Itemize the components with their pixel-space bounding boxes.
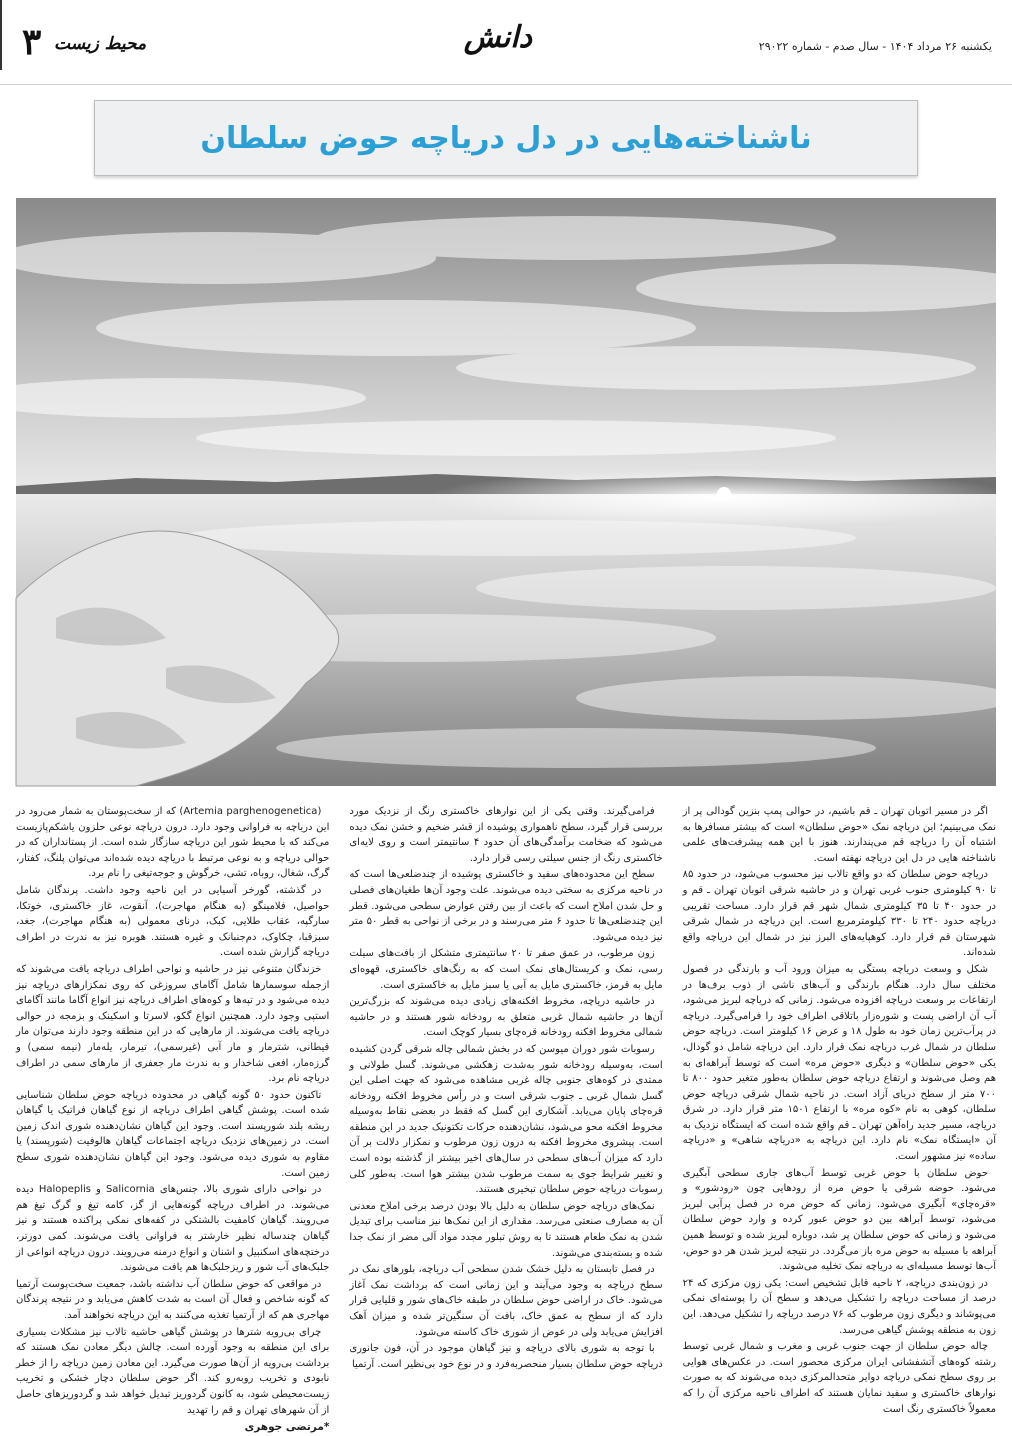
- article-body: [16, 804, 996, 1434]
- article-column-2: [349, 804, 662, 1396]
- paragraph: خزندگان متنوعی نیز در حاشیه و نواحی اطراف دریاچه یافت می‌شوند که ازجمله سوسمارها شامل آگامای سروزغی که روی نمکزارهای دریاچه نیز دیده می‌شود و در تپه‌ها و کوه‌های اطراف دریاچه نیز انواع آگاما مانند آگامای استپی وجود دارد. همچنین انواع گکو، لاسرتا و اسکینک و بزمجه در حوالی دریاچه یافت می‌شوند. از مارهایی که در این منطقه وجود دارند می‌توان مار قیطانی، شترمار و مار آبی (غیرسمی)، تیرمار، یله‌مار (نیمه سمی) و گرزه‌مار، افعی شاخدار و به ندرت مار جعفری از مارهای سمی در اطراف دریاچه نام برد.: [16, 963, 330, 1085]
- paragraph: با توجه به شوری بالای دریاچه و نیز گیاهان موجود در آن، فون جانوری دریاچه حوض سلطان بسیار منحصربه‌فرد و در نوع خود بی‌نظیر است. آرتمیا: [349, 1343, 663, 1370]
- paragraph: فرامی‌گیرند. وقتی یکی از این نوارهای خاکستری رنگ از نزدیک مورد بررسی قرار گیرد، سطح ناهمواری پوشیده از قشر ضخیم و خشن نمک دیده می‌شود که ضخامت برآمدگی‌های آن حدود ۴ سانتیمتر است و روی لایه‌ای خاکستری رنگ از جنس سیلتی رسی قرار دارد.: [349, 806, 663, 864]
- article-column-3: [16, 804, 330, 1434]
- left-margin-bar: [0, 0, 2, 70]
- paragraph: حوض سلطان با حوض غربی توسط آب‌های جاری سطحی آبگیری می‌شود. حوضه شرقی یا حوض مره از رودهایی چون «رودشور» و «قره‌چای» آبگیری می‌شود. زمانی که حوض مره در فصل پرآبی لبریز می‌شود، توسط آبراهه بین دو حوض عبور کرده و وارد حوض سلطان می‌شود و زمانی که حوض سلطان پر شد، دوباره لبریز شده و توسط همین آبراهه با مسیله به حوض مره باز می‌گردد. در نتیجه لبریز شدن هر دو حوض، آب‌ها توسط مسیله‌ای به دریاچه نمک تخلیه می‌شوند.: [682, 1167, 996, 1273]
- section-title: محیط زیست: [54, 34, 147, 54]
- paragraph: نمک‌های دریاچه حوض سلطان به دلیل بالا بودن درصد برخی املاح معدنی آن به مصارف صنعتی می‌رسد. مقداری از این نمک‌ها نیز مناسب برای تبدیل شدن به نمک طعام هستند تا به روش تبلور مجدد مواد آلی مضر از نمک جدا شده و بسته‌بندی می‌شوند.: [349, 1200, 663, 1259]
- article-column-1: [682, 804, 996, 1415]
- paragraph: رسوبات شور دوران میوسن که در بخش شمالی چاله شرقی گردن کشیده است، به‌وسیله رودخانه شور به‌شدت زهکشی می‌شوند. گسل طولانی و ممتدی در کوه‌های جنوبی چاله غربی مشاهده می‌شود که جهت اصلی این گسل شمال غربی ـ جنوب شرقی است و در رأس مخروط افکنه رودخانه قره‌چای پایان می‌یابد. آشکاری این گسل که فقط در بعضی نقاط به‌وسیله مخروط افکنه محو می‌شود، نشان‌دهنده حرکات تکتونیک جدید در این منطقه است. پیشروی مخروط افکنه به درون زون مرطوب و نمکزار دلالت بر آن دارد که میزان آب‌های سطحی در سال‌های اخیر بیشتر از گذشته بوده است و تغییر شرایط جوی به سمت مرطوب شدن بیشتر هوا است. به‌طور کلی رسوبات دریاچه حوض سلطان تبخیری هستند.: [349, 1043, 663, 1196]
- paragraph: در نواحی دارای شوری بالا، جنس‌های Salicornia و Halopeplis دیده می‌شوند. در اطراف دریاچه گونه‌هایی از گز، کامه تیغ و گرگ تیغ هم می‌رویند. گیاهان کامفیت بالشتکی در کفه‌های نمکی پراکنده هستند و نیز گیاهان چندساله نظیر خارشتر به فراوانی یافت می‌شوند. کمی دورتر، درختچه‌های اسکنبیل و اشنان و انواع درمنه می‌رویند. درون دریاچه انواعی از جلبک‌های آب شور و ریزجلبک‌ها هم یافت می‌شوند.: [16, 1184, 330, 1274]
- paragraph: در گذشته، گورخر آسیایی در این ناحیه وجود داشت. پرندگان شامل حواصیل، فلامینگو (به هنگام مهاجرت)، آنقوت، غاز خاکستری، خوتکا، سارگپه، عقاب طلایی، کبک، درنای معمولی (به هنگام مهاجرت)، جغد، سبزقبا، چکاوک، دم‌جنبانک و غیره هستند. هوبره نیز به ندرت در اطراف دریاچه گزارش شده است.: [16, 884, 330, 959]
- paragraph: شکل و وسعت دریاچه بستگی به میزان ورود آب و بارندگی در فصول مختلف سال دارد. هنگام بارندگی و آب‌های ناشی از ذوب برف‌ها در ارتفاعات بر وسعت دریاچه افزوده می‌شود. زمانی که دریاچه لبریز می‌شود، آب آن اراضی پست و شوره‌زار باتلاقی اطراف خود را فرامی‌گیرد. دریاچه در پرآب‌ترین زمان خود به طول ۱۸ و عرض ۱۶ کیلومتر است. دریاچه حوض سلطان در شمال غرب دریاچه نمک قرار دارد. این دریاچه شامل دو گودال، یکی «حوض سلطان» و دیگری «حوض مره» است که توسط آبراهه‌ای به هم وصل می‌شوند و ارتفاع دریاچه حوض سلطان به‌طور متغیر حدود ۸۰۰ تا ۷۰۰ متر از سطح دریای آزاد است. در ناحیه شمال شرقی دریاچه حوض سلطان، کوهی به نام «کوه مره» با ارتفاع ۱۵۰۱ متر قرار دارد. در شرق دریاچه، مسیر جدید راه‌آهن تهران ـ قم واقع شده است که ایستگاه نزدیک به آن «ایستگاه نمک» نام دارد. این دریاچه به «دریاچه شاهی» و «دریاچه ساده» نیز مشهور است.: [682, 963, 996, 1163]
- paragraph: در فصل تابستان به دلیل خشک شدن سطحی آب دریاچه، بلورهای نمک در سطح دریاچه به وجود می‌آیند و این زمانی است که برداشت نمک آغاز می‌شود. خاک در اراضی حوض سلطان در طبقه خاک‌های شور و قلیایی قرار دارد که از سطح به عمق خاک، بافت آن سنگین‌تر شده و میزان آهک افزایش می‌یابد ولی در عوض از شوری خاک کاسته می‌شود.: [349, 1264, 663, 1338]
- author-byline: *مرتضی جوهری: [244, 1421, 330, 1434]
- salt-lake-photo-svg: [16, 198, 996, 786]
- paragraph: در زون‌بندی دریاچه، ۲ ناحیه قابل تشخیص است: یکی زون مرکزی که ۲۴ درصد از مساحت دریاچه را تشکیل می‌دهد و سطح آن را پوسته‌ای نمکی می‌پوشاند و دیگری زون مرطوب که ۷۶ درصد دریاچه را تشکیل می‌دهد. این زون به منطقه پوشش گیاهی می‌رسد.: [682, 1277, 996, 1336]
- header-divider: [0, 84, 1012, 85]
- paragraph: زون مرطوب، در عمق صفر تا ۲۰ سانتیمتری متشکل از بافت‌های سیلت رسی، نمک و کریستال‌های نمک است که به رنگ‌های خاکستری، قهوه‌ای مایل به قرمز، خاکستری مایل به آبی یا سبز مایل به خاکستری است.: [349, 948, 663, 991]
- paragraph: چاله حوض سلطان از جهت جنوب غربی و مغرب و شمال غربی توسط رشته کوه‌های آتشفشانی ایران مرکزی محصور است. در عکس‌های هوایی بر روی سطح نمکی دریاچه دوایر متحدالمرکزی دیده می‌شوند که به صورت نوارهای خاکستری و سفید نمایان هستند که اطراف ناحیه مرکزی آن را که معمولاً خاکستری رنگ است: [682, 1341, 996, 1415]
- paragraph: تاکنون حدود ۵۰ گونه گیاهی در محدوده دریاچه حوض سلطان شناسایی شده است. پوشش گیاهی اطراف دریاچه از نوع گیاهان فراتیک یا گیاهان ریشه بلند شورپسند است. وجود این گیاهان نشان‌دهنده شوری اندک زمین است. در زمین‌های نزدیک دریاچه اجتماعات گیاهان هالوفیت (شورپسند) یا مقاوم به شوری دیده می‌شود. وجود این گیاهان نشان‌دهنده شوری سطح زمین است.: [16, 1089, 330, 1179]
- newspaper-logo: دانش: [463, 20, 532, 55]
- issue-info: یکشنبه ۲۶ مرداد ۱۴۰۴ - سال صدم - شماره ۲۹۰۲۲: [758, 40, 992, 53]
- paragraph: در مواقعی که حوض سلطان آب نداشته باشد، جمعیت سخت‌پوست آرتمیا که گونه شاخص و فعال آن است به شدت کاهش می‌یابد و در نتیجه پرندگان مهاجری هم که از آرتمیا تغذیه می‌کنند به این دریاچه نخواهند آمد.: [16, 1278, 330, 1321]
- paragraph: اگر در مسیر اتوبان تهران ـ قم باشیم، در حوالی پمپ بنزین گودالی پر از نمک می‌بینیم؛ این دریاچه نمک «حوض سلطان» است که بیشتر مسافرها به اشتباه آن را دریاچه قم می‌پندارند. هنوز با این همه پیشرفت‌های علمی ناشناخته هایی در دل این دریاچه نهفته است.: [682, 806, 996, 864]
- salt-lake-photo: [16, 198, 996, 786]
- paragraph: دریاچه حوض سلطان که دو واقع تالاب نیز محسوب می‌شود، در حدود ۸۵ تا ۹۰ کیلومتری جنوب غربی تهران و در حاشیه شرقی اتوبان تهران ـ قم و در حدود ۴۰ تا ۳۵ کیلومتری شمال شهر قم قرار دارد. مساحت تقریبی دریاچه حدود ۲۴۰ تا ۳۳۰ کیلومترمربع است. این دریاچه در شمال شرقی شهرستان قم قرار دارد. کوهپایه‌های البرز نیز در شمال این دریاچه واقع شده‌اند.: [682, 869, 996, 959]
- page-number: ۳: [22, 21, 42, 63]
- sun: [717, 487, 731, 501]
- page-header: [0, 0, 1012, 84]
- paragraph: سطح این محدوده‌های سفید و خاکستری پوشیده از چندضلعی‌ها است که در ناحیه مرکزی به سختی دیده می‌شوند. علت وجود آن‌ها طغیان‌های فصلی و حل شدن املاح است که باعث از بین رفتن عوارض سطحی می‌شود. قطر این چندضلعی‌ها تا حدود ۶ متر می‌رسند و در برخی از نواحی به قطر ۵۰ متر نیز دیده می‌شود.: [349, 869, 663, 943]
- headline: ناشناخته‌هایی در دل دریاچه حوض سلطان: [200, 121, 812, 156]
- paragraph: چرای بی‌رویه شترها در پوشش گیاهی حاشیه تالاب نیز مشکلات بسیاری برای این منطقه به وجود آورده است. چالش دیگر معادن نمک هستند که برداشت بی‌رویه از آن‌ها صورت می‌گیرد. این معادن زمین دریاچه را از خطر نابودی و تخریب روبه‌رو کند. اگر حوض سلطان دچار خشکی و تخریب زیست‌محیطی شود، به کانون گردوریز تبدیل خواهد شد و گردوریزهای حاصل از آن شهرهای تهران و قم را تهدید: [16, 1326, 330, 1416]
- paragraph: (Artemia parghenogenetica) که از سخت‌پوستان به شمار می‌رود در این دریاچه به فراوانی وجود دارد. درون دریاچه نوعی حلزون یاشکم‌پازیست می‌کند که با محیط شور این دریاچه سازگار شده است. از پستانداران که در حوالی دریاچه و به نوعی مرتبط با دریاچه دیده شده‌اند می‌توان پلنگ، کفتار، گرگ، شغال، روباه، تشی، خرگوش و جوجه‌تیغی را نام برد.: [16, 806, 330, 880]
- paragraph: در حاشیه دریاچه، مخروط افکنه‌های زیادی دیده می‌شوند که بزرگ‌ترین آن‌ها در حاشیه شمال غربی متعلق به رودخانه شور هستند و در حاشیه شمالی مخروط افکنه رودخانه قره‌چای بسیار کوچک است.: [349, 996, 663, 1039]
- headline-box: [94, 100, 918, 176]
